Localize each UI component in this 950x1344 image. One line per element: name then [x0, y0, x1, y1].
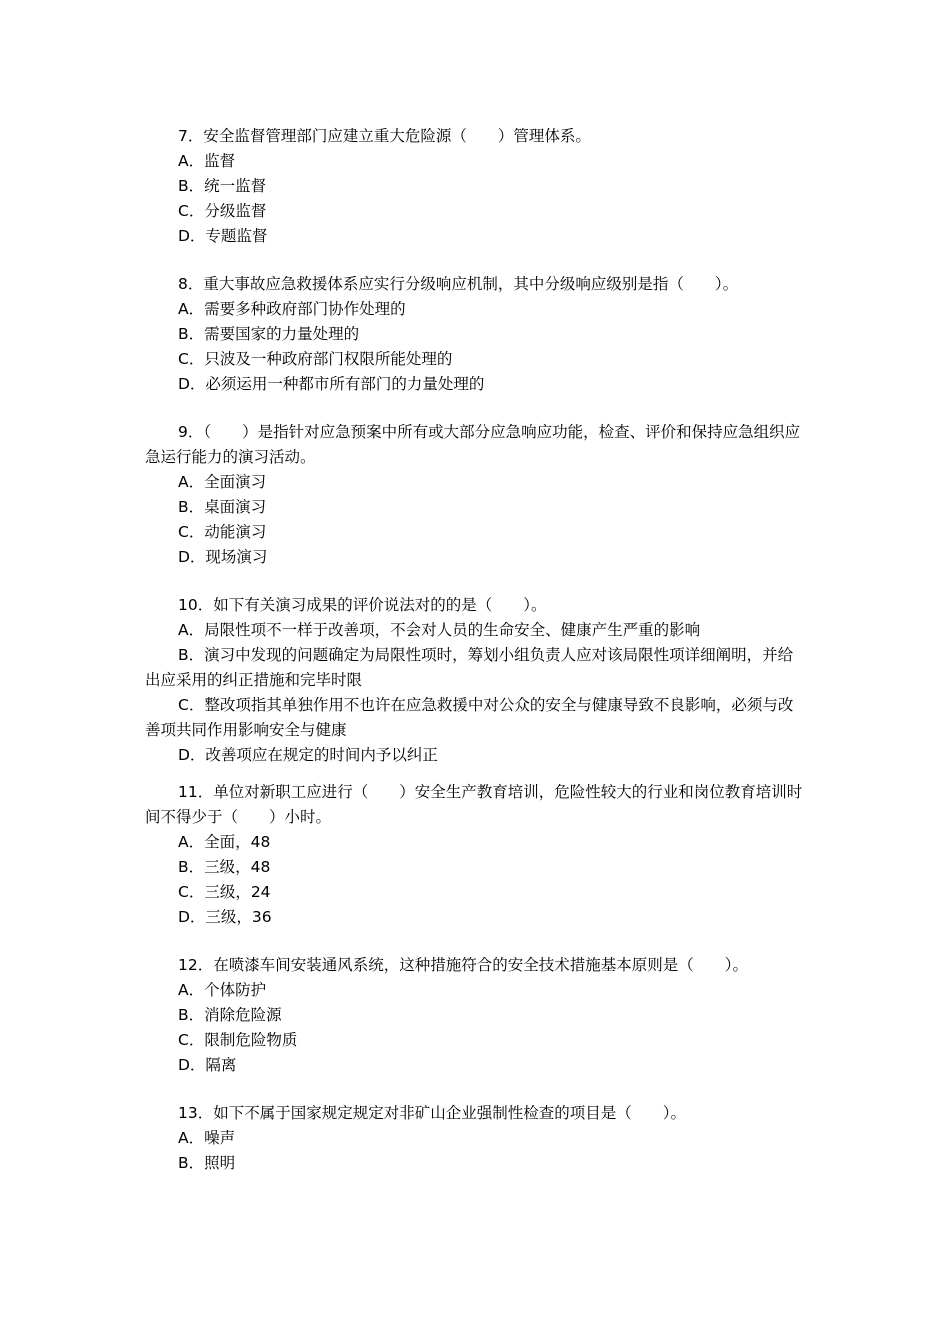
option-b: B．消除危险源 — [178, 1006, 282, 1024]
option-a: A．全面，48 — [178, 833, 271, 851]
option-a: A．个体防护 — [178, 981, 267, 999]
option-b: B．照明 — [178, 1154, 236, 1172]
option-a: A．全面演习 — [178, 473, 267, 491]
question-8 — [145, 272, 805, 397]
question-stem: 11．单位对新职工应进行（ ）安全生产教育培训，危险性较大的行业和岗位教育培训时间不得少于（ ）小时。 — [145, 783, 803, 826]
option-a: A．监督 — [178, 152, 236, 170]
question-13 — [145, 1101, 805, 1176]
question-stem: 12．在喷漆车间安装通风系统，这种措施符合的安全技术措施基本原则是（ ）。 — [178, 956, 748, 974]
option-b: B．统一监督 — [178, 177, 267, 195]
option-c: C．三级，24 — [178, 883, 271, 901]
option-b: B．演习中发现的问题确定为局限性项时，筹划小组负责人应对该局限性项详细阐明，并给出应采用的纠正措施和完毕时限 — [145, 646, 794, 689]
option-d: D．必须运用一种都市所有部门的力量处理的 — [178, 375, 485, 393]
question-10 — [145, 593, 805, 768]
question-11 — [145, 780, 805, 930]
option-a: A．需要多种政府部门协作处理的 — [178, 300, 406, 318]
option-c: C．整改项指其单独作用不也许在应急救援中对公众的安全与健康导致不良影响，必须与改善项共同作用影响安全与健康 — [145, 696, 794, 739]
question-stem: 10．如下有关演习成果的评价说法对的的是（ ）。 — [178, 596, 547, 614]
question-stem: 13．如下不属于国家规定规定对非矿山企业强制性检查的项目是（ ）。 — [178, 1104, 686, 1122]
question-stem: 8．重大事故应急救援体系应实行分级响应机制，其中分级响应级别是指（ ）。 — [178, 275, 739, 293]
option-b: B．桌面演习 — [178, 498, 267, 516]
option-d: D．三级，36 — [178, 908, 272, 926]
option-c: C．动能演习 — [178, 523, 267, 541]
question-7 — [145, 124, 805, 249]
option-c: C．限制危险物质 — [178, 1031, 298, 1049]
option-b: B．需要国家的力量处理的 — [178, 325, 360, 343]
question-stem: 7．安全监督管理部门应建立重大危险源（ ）管理体系。 — [178, 127, 591, 145]
option-d: D．现场演习 — [178, 548, 268, 566]
question-9 — [145, 420, 805, 570]
question-list — [145, 124, 805, 1199]
question-12 — [145, 953, 805, 1078]
option-d: D．专题监督 — [178, 227, 268, 245]
option-d: D．改善项应在规定的时间内予以纠正 — [178, 746, 438, 764]
option-b: B．三级，48 — [178, 858, 271, 876]
question-stem: 9．（ ）是指针对应急预案中所有或大部分应急响应功能，检查、评价和保持应急组织应急运行能力的演习活动。 — [145, 423, 801, 466]
option-a: A．局限性项不一样于改善项，不会对人员的生命安全、健康产生严重的影响 — [178, 621, 701, 639]
option-c: C．只波及一种政府部门权限所能处理的 — [178, 350, 453, 368]
option-a: A．噪声 — [178, 1129, 236, 1147]
option-d: D．隔离 — [178, 1056, 237, 1074]
option-c: C．分级监督 — [178, 202, 267, 220]
